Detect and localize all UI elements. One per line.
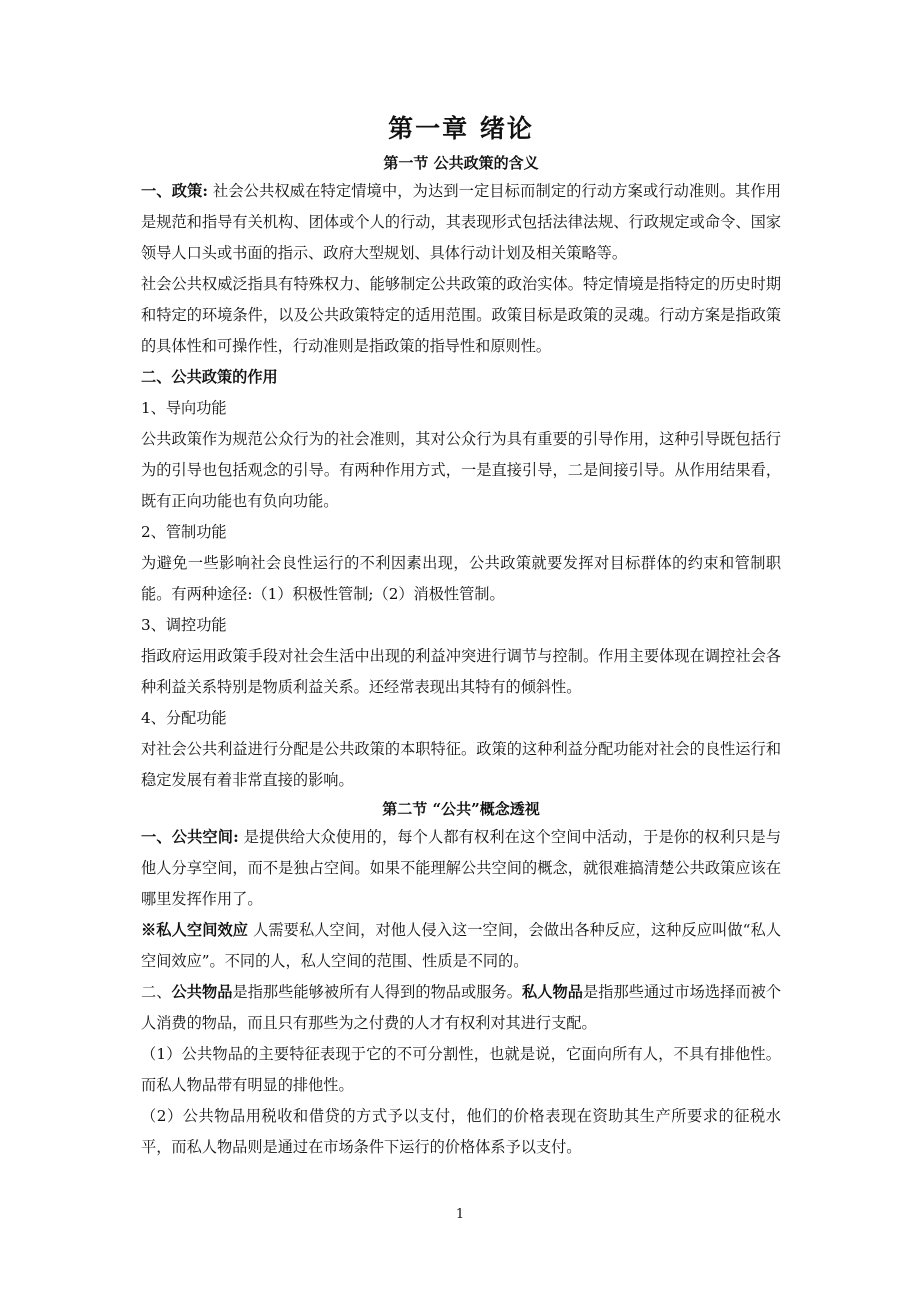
public-goods-text: 是指那些能够被所有人得到的物品或服务。 bbox=[232, 983, 523, 1001]
paragraph-goods-feature-1: （1）公共物品的主要特征表现于它的不可分割性，也就是说，它面向所有人，不具有排他性。而私人物品带有明显的排他性。 bbox=[141, 1045, 781, 1094]
paragraph-goods-feature-2: （2）公共物品用税收和借贷的方式予以支付，他们的价格表现在资助其生产所要求的征税水平，而私人物品则是通过在市场条件下运行的价格体系予以支付。 bbox=[141, 1107, 781, 1156]
function-text-regulation: 为避免一些影响社会良性运行的不利因素出现，公共政策就要发挥对目标群体的约束和管制职能。有两种途径:（1）积极性管制;（2）消极性管制。 bbox=[141, 554, 781, 603]
function-text-control: 指政府运用政策手段对社会生活中出现的利益冲突进行调节与控制。作用主要体现在调控社会各种利益关系特别是物质利益关系。还经常表现出其特有的倾斜性。 bbox=[141, 647, 781, 696]
term-label-private-space-effect: ※私人空间效应 bbox=[141, 921, 249, 939]
public-space-text: 是提供给大众使用的，每个人都有权利在这个空间中活动，于是你的权利只是与他人分享空间，而不是独占空间。如果不能理解公共空间的概念，就很难搞清楚公共政策应该在哪里发挥作用了。 bbox=[141, 828, 782, 908]
section-title-2: 第二节 “公共”概念透视 bbox=[382, 800, 540, 818]
term-label-public-space: 一、公共空间: bbox=[141, 828, 239, 846]
paragraph-public-goods bbox=[141, 977, 781, 1039]
function-title-guidance: 1、导向功能 bbox=[141, 399, 227, 417]
paragraph-policy-definition bbox=[141, 176, 781, 269]
paragraph-private-space-effect bbox=[141, 915, 781, 977]
private-space-effect-text: 人需要私人空间，对他人侵入这一空间，会做出各种反应，这种反应叫做“私人空间效应”。不同的人，私人空间的范围、性质是不同的。 bbox=[141, 921, 782, 970]
function-title-control: 3、调控功能 bbox=[141, 616, 227, 634]
function-text-guidance: 公共政策作为规范公众行为的社会准则，其对公众行为具有重要的引导作用，这种引导既包括行为的引导也包括观念的引导。有两种作用方式，一是直接引导，二是间接引导。从作用结果看，既有正向功能也有负向功能。 bbox=[141, 430, 781, 510]
paragraph-authority-explanation: 社会公共权威泛指具有特殊权力、能够制定公共政策的政治实体。特定情境是指特定的历史时期和特定的环境条件，以及公共政策特定的适用范围。政策目标是政策的灵魂。行动方案是指政策的具体性和可操作性，行动准则是指政策的指导性和原则性。 bbox=[141, 275, 781, 355]
function-title-regulation: 2、管制功能 bbox=[141, 523, 227, 541]
function-title-distribution: 4、分配功能 bbox=[141, 709, 227, 727]
chapter-title: 第一章 绪论 bbox=[388, 114, 534, 143]
paragraph-public-space bbox=[141, 822, 781, 915]
page-number: 1 bbox=[455, 1207, 465, 1222]
term-label-policy: 一、政策: bbox=[141, 182, 209, 200]
section-title-1: 第一节 公共政策的含义 bbox=[383, 154, 539, 172]
policy-definition-text: 社会公共权威在特定情境中，为达到一定目标而制定的行动方案或行动准则。其作用是规范和指导有关机构、团体或个人的行动，其表现形式包括法律法规、行政规定或命令、国家领导人口头或书面的指示、政府大型规划、具体行动计划及相关策略等。 bbox=[141, 182, 782, 262]
term-label-private-goods: 私人物品 bbox=[522, 983, 583, 1001]
private-goods-text: 是指那些通过市场选择而被个人消费的物品，而且只有那些为之付费的人才有权利对其进行支配。 bbox=[141, 983, 782, 1032]
term-label-public-goods: 公共物品 bbox=[171, 983, 233, 1001]
list-prefix: 二、 bbox=[141, 983, 172, 1001]
heading-policy-functions: 二、公共政策的作用 bbox=[141, 368, 278, 386]
page-content bbox=[141, 112, 781, 1163]
function-text-distribution: 对社会公共利益进行分配是公共政策的本职特征。政策的这种利益分配功能对社会的良性运行和稳定发展有着非常直接的影响。 bbox=[141, 740, 781, 789]
